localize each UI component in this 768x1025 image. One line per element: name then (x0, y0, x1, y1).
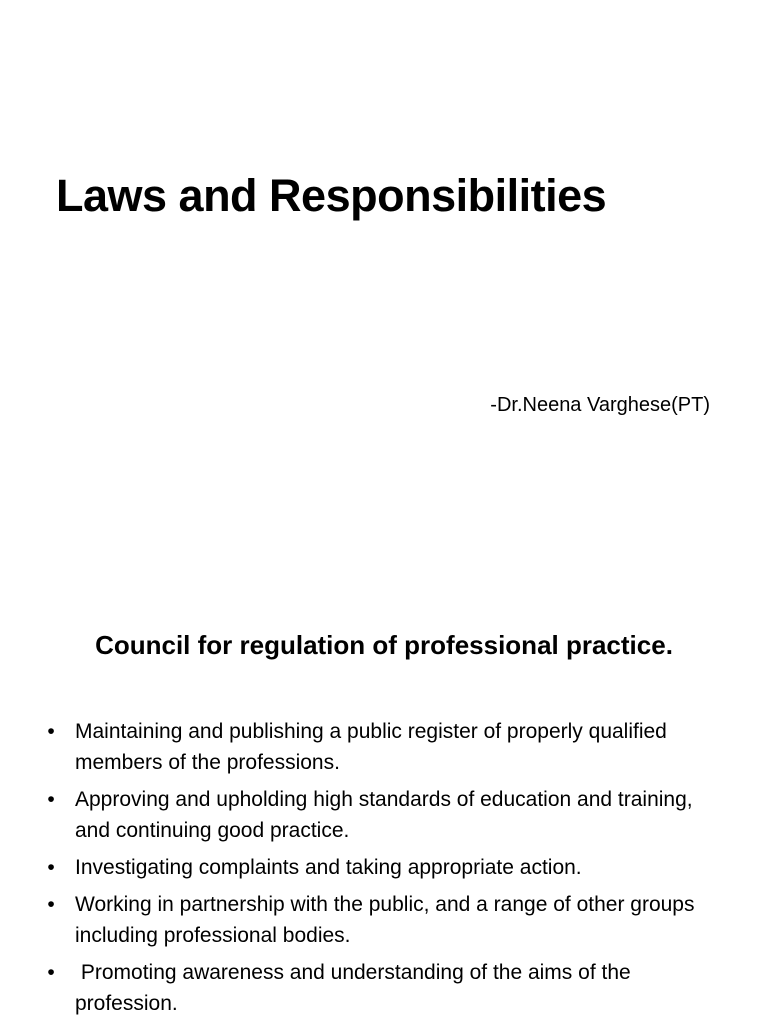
list-item (42, 957, 732, 1019)
list-item (42, 716, 732, 778)
list-item-text: Promoting awareness and understanding of the aims of the profession. (75, 961, 637, 1015)
bullet-icon: • (47, 788, 55, 811)
content-slide (0, 576, 768, 1024)
list-item (42, 852, 732, 883)
bullet-icon: • (47, 856, 55, 879)
list-item-text: Approving and upholding high standards of education and training, and continuing good practice. (75, 788, 693, 842)
list-item (42, 889, 732, 951)
bullet-icon: • (47, 720, 55, 743)
slide-title: Laws and Responsibilities (56, 170, 607, 221)
list-item (42, 784, 732, 846)
list-item-text: Working in partnership with the public, and a range of other groups including professional bodies. (75, 893, 695, 947)
bullet-icon: • (47, 893, 55, 916)
slide-heading: Council for regulation of professional practice. (95, 630, 673, 660)
list-item-text: Investigating complaints and taking appropriate action. (75, 856, 582, 879)
bullet-list (42, 716, 732, 1025)
author-credit: -Dr.Neena Varghese(PT) (490, 394, 710, 416)
bullet-icon: • (47, 961, 55, 984)
list-item-text: Maintaining and publishing a public register of properly qualified members of the professions. (75, 720, 667, 774)
